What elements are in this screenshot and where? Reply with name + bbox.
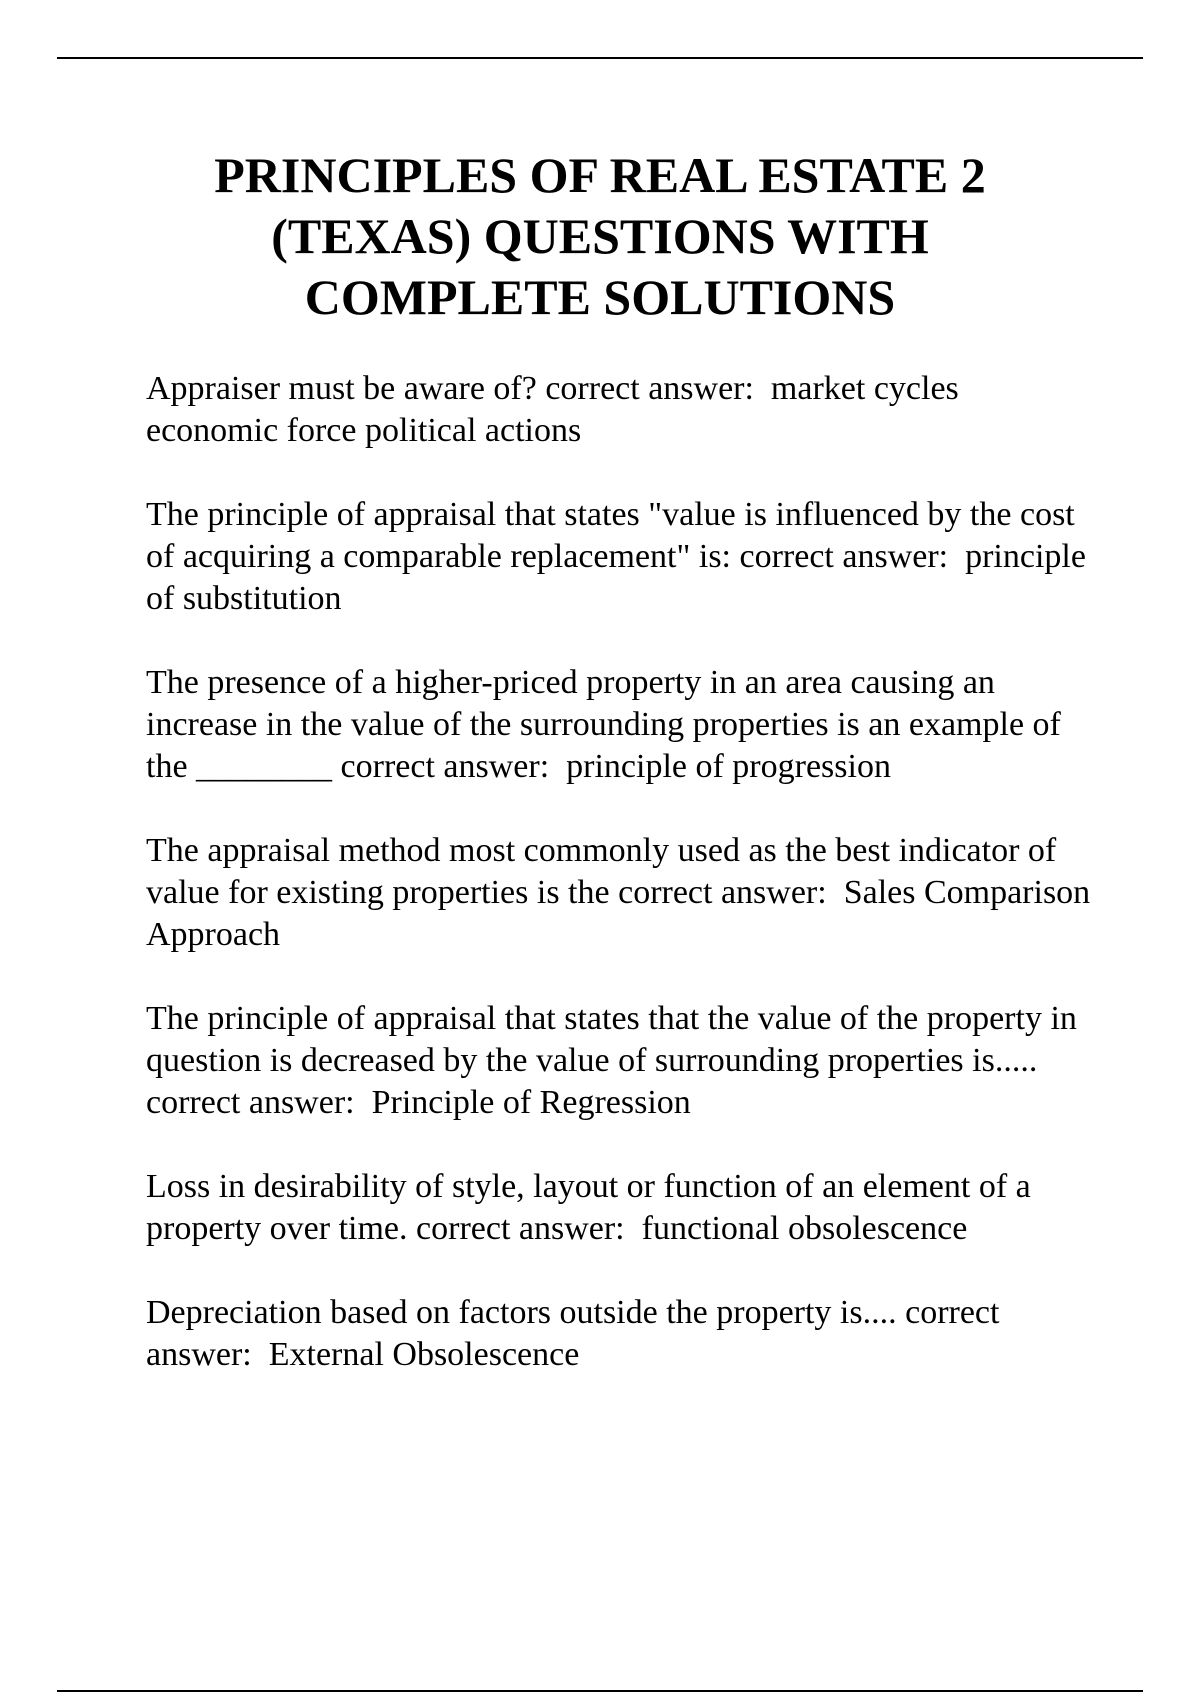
qa-item: Appraiser must be aware of? correct answer: market cycles economic force political actions	[146, 370, 968, 449]
qa-item: The principle of appraisal that states "value is influenced by the cost of acquiring a comparable replacement" is: correct answer: principle of substitution	[146, 496, 1095, 617]
qa-item: Depreciation based on factors outside the property is.... correct answer: External Obsolescence	[146, 1294, 1008, 1373]
qa-item: The appraisal method most commonly used as the best indicator of value for existing properties is the correct answer: Sales Comparison Approach	[146, 832, 1097, 953]
top-divider	[57, 57, 1143, 59]
qa-item: The principle of appraisal that states that the value of the property in question is decreased by the value of surrounding properties is..... correct answer: Principle of Regression	[146, 1000, 1086, 1121]
qa-item: Loss in desirability of style, layout or function of an element of a property over time. correct answer: functional obsolescence	[146, 1168, 1040, 1247]
bottom-divider	[57, 1690, 1143, 1692]
qa-list	[146, 368, 1097, 1418]
qa-item: The presence of a higher-priced property in an area causing an increase in the value of the surrounding properties is an example of the ________ correct answer: principle of progression	[146, 664, 1070, 785]
document-title: PRINCIPLES OF REAL ESTATE 2 (TEXAS) QUESTIONS WITH COMPLETE SOLUTIONS	[214, 147, 986, 325]
